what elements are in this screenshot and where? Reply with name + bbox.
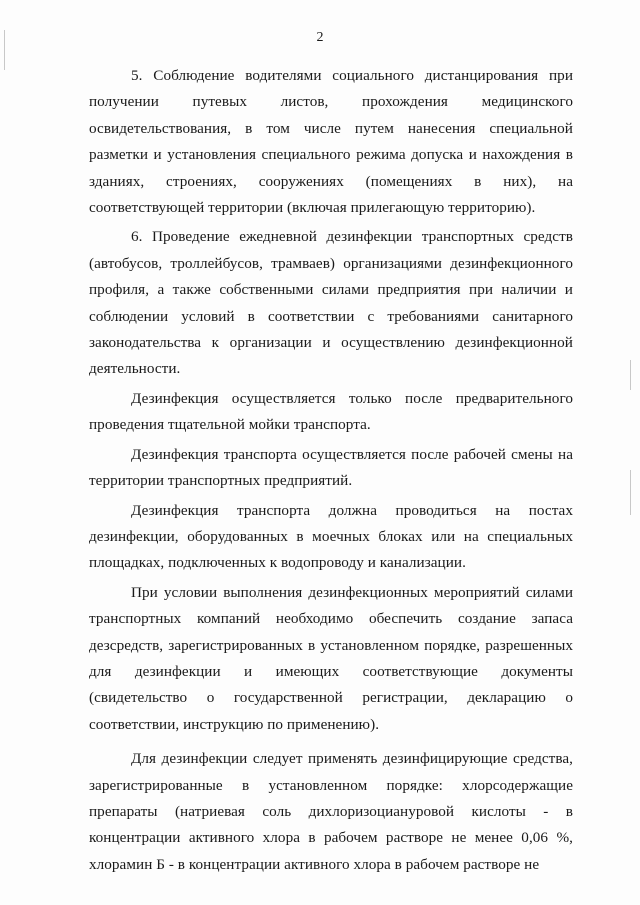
scan-edge-mark <box>630 360 631 390</box>
paragraph-item-6: 6. Проведение ежедневной дезинфекции транспортных средств (автобусов, троллейбусов, трамваев) организациями дезинфекционного профиля, а также собственными силами предприятия при наличии и соблюдении условий в соответствии с требованиями санитарного законодательства к организации и осуществлению дезинфекционной деятельности. <box>89 228 573 378</box>
page-number: 2 <box>316 30 324 45</box>
paragraph-item-5: 5. Соблюдение водителями социального дистанцирования при получении путевых листов, прохождения медицинского освидетельствования, в том числе путем нанесения специальной разметки и установления специального режима допуска и нахождения в зданиях, строениях, сооружениях (помещениях в них), на соответствующей территории (включая прилегающую территорию). <box>89 67 573 217</box>
paragraph-disinfectant-agents: Для дезинфекции следует применять дезинфицирующие средства, зарегистрированные в установленном порядке: хлорсодержащие препараты (натриевая соль дихлоризоциануровой кислоты - в концентрации активного хлора в рабочем растворе не менее 0,06 %, хлорамин Б - в концентрации активного хлора в рабочем растворе не <box>89 750 573 873</box>
paragraph-disinfectant-stock: При условии выполнения дезинфекционных мероприятий силами транспортных компаний необходимо обеспечить создание запаса дезсредств, зарегистрированных в установленном порядке, разрешенных для дезинфекции и имеющих соответствующие документы (свидетельство о государственной регистрации, декларацию о соответствии, инструкцию по применению). <box>89 583 573 733</box>
scan-edge-mark <box>4 30 5 70</box>
paragraph-disinfection-after-shift: Дезинфекция транспорта осуществляется после рабочей смены на территории транспортных предприятий. <box>89 445 573 490</box>
document-body <box>89 63 573 878</box>
scan-edge-mark <box>630 470 631 515</box>
paragraph-disinfection-after-wash: Дезинфекция осуществляется только после предварительного проведения тщательной мойки транспорта. <box>89 389 573 434</box>
paragraph-disinfection-posts: Дезинфекция транспорта должна проводиться на постах дезинфекции, оборудованных в моечных блоках или на специальных площадках, подключенных к водопроводу и канализации. <box>89 501 573 572</box>
